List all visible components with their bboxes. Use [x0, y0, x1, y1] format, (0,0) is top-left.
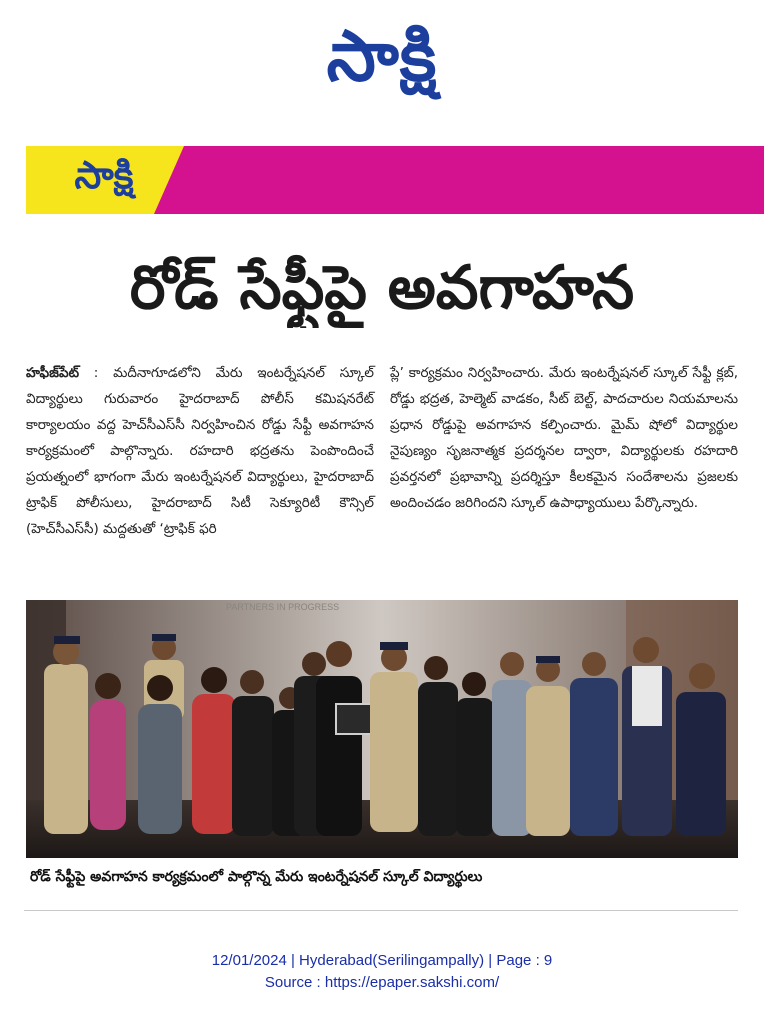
- footer-source-link[interactable]: Source : https://epaper.sakshi.com/: [264, 974, 500, 991]
- section-banner: [26, 146, 764, 214]
- masthead: [0, 8, 764, 103]
- event-photo-illustration: [26, 600, 738, 858]
- footer-date-location: 12/01/2024 | Hyderabad(Serilingampally) | Page : 9: [211, 952, 553, 969]
- article-column-1: [26, 360, 374, 580]
- banner-sakshi-logo: సాక్షి: [74, 153, 134, 197]
- photo-caption: రోడ్ సేఫ్టీపై అవగాహన కార్యక్రమంలో పాల్గొన్న మేరు ఇంటర్నేషనల్ స్కూల్ విద్యార్థులు: [30, 869, 483, 885]
- dateline: హఫీజ్‌పేట్: [26, 365, 80, 381]
- article-column-2: [390, 360, 738, 580]
- headline: రోడ్ సేఫ్టీపై అవగాహన: [129, 253, 635, 323]
- article-text-1: : మదీనాగూడలోని మేరు ఇంటర్నేషనల్ స్కూల్ విద్యార్థులు గురువారం హైదరాబాద్ పోలీస్ కమిషనరేట్ కార్యాలయం వద్ద హెచ్‌సీఎస్‌సీ నిర్వహించిన రోడ్డు సేఫ్టీ అవగాహన కార్యక్రమంలో పాల్గొన్నారు. రహదారి భద్రతను పెంపొందించే ప్రయత్నంలో భాగంగా మేరు ఇంటర్నేషనల్ విద్యార్థులు, హైదరాబాద్ ట్రాఫిక్ పోలీసులు, హైదరాబాద్ సిటీ సెక్యూరిటీ కౌన్సిల్ (హెచ్‌సీఎస్‌సీ) మద్దతుతో ‘ట్రాఫిక్ ఫరి: [26, 365, 374, 537]
- backdrop-text: PARTNERS IN PROGRESS: [226, 602, 340, 612]
- award-plaque: [336, 704, 372, 734]
- news-photo: [26, 600, 738, 858]
- article-body: [26, 360, 738, 580]
- article-text-2: ప్లే’ కార్యక్రమం నిర్వహించారు. మేరు ఇంటర్నేషనల్ స్కూల్ సేఫ్టీ క్లబ్, రోడ్డు భద్రత, హెల్మెట్ వాడకం, సీట్ బెల్ట్, పాదచారుల నియమాలను ప్రధాన రోడ్డుపై అవగాహన కల్పించారు. మైమ్ షోలో విద్యార్థుల నైపుణ్యం సృజనాత్మక ప్రదర్శనల ద్వారా, విద్యార్థులకు రహదారి ప్రవర్తనలో ప్రభావాన్ని ప్రదర్శిస్తూ కీలకమైన సందేశాలను ప్రజలకు అందించడం జరిగిందని స్కూల్ ఉపాధ్యాయులు పేర్కొన్నారు.: [390, 365, 738, 511]
- divider: [24, 910, 738, 911]
- footer: [0, 950, 764, 994]
- sakshi-logo: సాక్షి: [326, 14, 438, 97]
